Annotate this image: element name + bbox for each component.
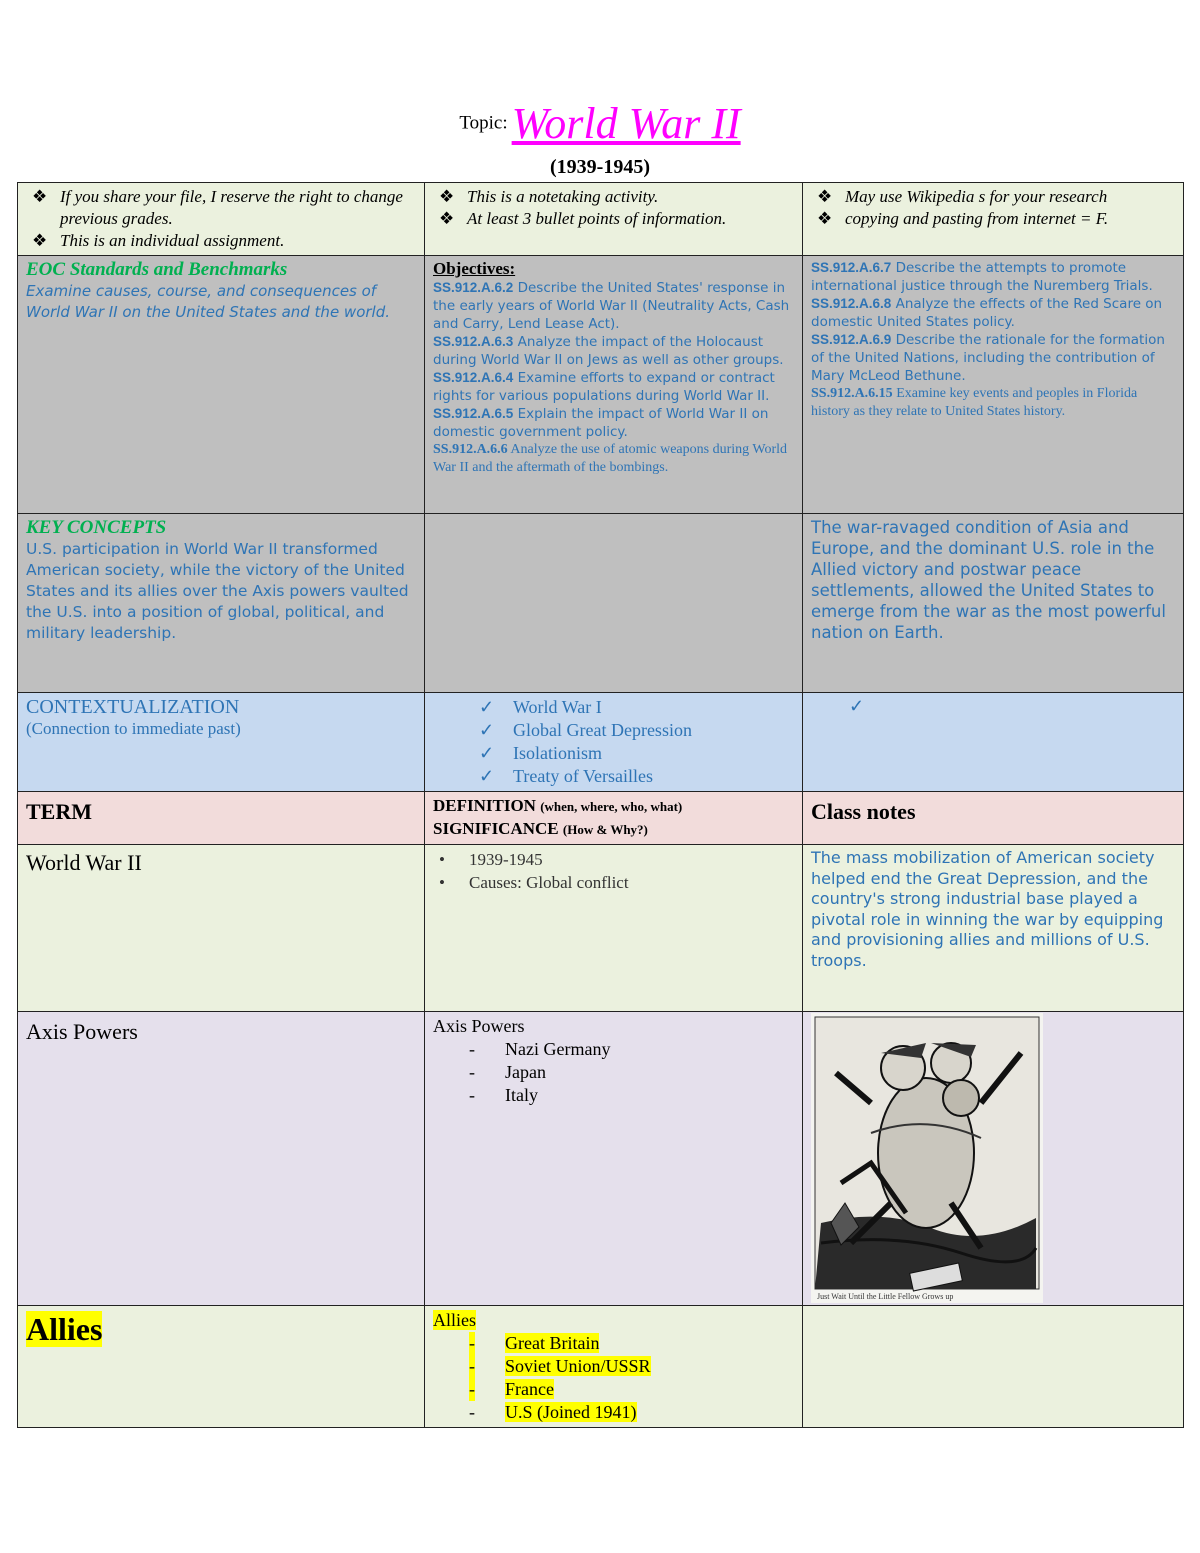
instructions-col1	[18, 183, 425, 256]
context-item: ✓ Global Great Depression	[479, 720, 692, 740]
notes-cell	[803, 1306, 1184, 1428]
diamond-bullet-icon: ❖	[439, 209, 455, 228]
dash-bullet-icon: -	[469, 1062, 475, 1082]
diamond-bullet-icon: ❖	[32, 187, 48, 206]
checkmark-icon: ✓	[479, 766, 495, 786]
key-concepts-row	[18, 514, 1184, 693]
standard-item: SS.912.A.6.5 Explain the impact of World War II on domestic government policy.	[433, 406, 769, 440]
term-name: World War II	[26, 850, 142, 875]
key-concepts-empty-cell	[425, 514, 803, 693]
instructions-row	[18, 183, 1184, 256]
contextualization-row	[18, 693, 1184, 792]
eoc-cell	[18, 256, 425, 514]
standards-row	[18, 256, 1184, 514]
term-name: Allies	[26, 1311, 103, 1347]
standard-item: SS.912.A.6.8 Analyze the effects of the Red Scare on domestic United States policy.	[811, 296, 1163, 330]
cartoon-caption: Just Wait Until the Little Fellow Grows up	[817, 1292, 954, 1301]
instruction-item: ❖ This is an individual assignment.	[32, 231, 285, 250]
term-cell	[18, 845, 425, 1012]
contextualization-col3-cell	[803, 693, 1184, 792]
topic-title: World War II	[511, 99, 741, 148]
years-range: (1939-1945)	[550, 156, 650, 178]
term-header-cell	[18, 792, 425, 845]
list-item: - Nazi Germany	[469, 1039, 611, 1059]
key-concepts-text: U.S. participation in World War II transformed American society, while the victory of the United States and its allies over the Axis powers vaulted the U.S. into a position of global, political, and military leadership.	[26, 540, 409, 642]
list-item: • 1939-1945	[439, 850, 543, 869]
dash-bullet-icon: -	[469, 1085, 475, 1105]
context-item: ✓ Isolationism	[479, 743, 602, 763]
instruction-item: ❖ At least 3 bullet points of information.	[439, 209, 727, 228]
instruction-item: ❖ copying and pasting from internet = F.	[817, 209, 1109, 228]
page-header	[0, 98, 1200, 149]
instruction-item: ❖ This is a notetaking activity.	[439, 187, 659, 206]
checkmark-icon: ✓	[479, 720, 495, 740]
list-item: - Soviet Union/USSR	[469, 1356, 651, 1376]
term-row-allies	[18, 1306, 1184, 1428]
key-concepts-heading: KEY CONCEPTS	[26, 517, 167, 538]
objectives-heading: Objectives:	[433, 259, 516, 278]
contextualization-cell	[18, 693, 425, 792]
key-concepts-cell	[18, 514, 425, 693]
context-item: ✓ Treaty of Versailles	[479, 766, 653, 786]
list-item: - Great Britain	[469, 1333, 600, 1353]
instructions-col2	[425, 183, 803, 256]
standard-item: SS.912.A.6.2 Describe the United States' response in the early years of World War II (Neutrality Acts, Cash and Carry, Lend Lease Act).	[433, 280, 790, 332]
definition-header: DEFINITION (when, where, who, what)	[433, 796, 683, 815]
dash-bullet-icon: -	[469, 1333, 475, 1353]
instructions-col3	[803, 183, 1184, 256]
axis-cartoon-image	[811, 1013, 1043, 1303]
checkmark-icon: ✓	[849, 696, 865, 716]
standard-item: SS.912.A.6.3 Analyze the impact of the Holocaust during World War II on Jews as well as other groups.	[433, 334, 784, 368]
class-notes-text: The mass mobilization of American society helped end the Great Depression, and the country's strong industrial base played a pivotal role in winning the war by equipping and provisioning allies and millions of U.S. troops.	[811, 848, 1164, 970]
list-item: - Italy	[469, 1085, 538, 1105]
standard-item: SS.912.A.6.4 Examine efforts to expand or contract rights for various populations during World War II.	[433, 370, 775, 404]
checkmark-icon: ✓	[479, 743, 495, 763]
eoc-text: Examine causes, course, and consequences of World War II on the United States and the world.	[26, 282, 391, 321]
diamond-bullet-icon: ❖	[817, 209, 833, 228]
notes-table	[17, 182, 1184, 1428]
standard-item: SS.912.A.6.7 Describe the attempts to promote international justice through the Nuremberg Trials.	[811, 260, 1153, 294]
dash-bullet-icon: -	[469, 1402, 475, 1422]
significance-header: SIGNIFICANCE (How & Why?)	[433, 819, 648, 838]
definition-header-cell	[425, 792, 803, 845]
contextualization-list-cell	[425, 693, 803, 792]
dash-bullet-icon: -	[469, 1356, 475, 1376]
dash-bullet-icon: -	[469, 1039, 475, 1059]
instruction-item: ❖ May use Wikipedia s for your research	[817, 187, 1108, 206]
definition-cell	[425, 845, 803, 1012]
notes-cell	[803, 845, 1184, 1012]
list-item: - U.S (Joined 1941)	[469, 1402, 637, 1422]
term-name: Axis Powers	[26, 1019, 138, 1044]
definition-cell	[425, 1012, 803, 1306]
objectives-cell	[425, 256, 803, 514]
definition-heading: Allies	[433, 1310, 476, 1330]
key-concepts-cell-col3	[803, 514, 1184, 693]
bullet-icon: •	[439, 850, 445, 869]
term-name-wrap	[26, 1309, 416, 1348]
standard-item: SS.912.A.6.6 Analyze the use of atomic weapons during World War II and the aftermath of the bombings.	[433, 442, 788, 475]
context-item: ✓ World War I	[479, 697, 602, 717]
definition-heading: Axis Powers	[433, 1016, 525, 1036]
notes-header: Class notes	[811, 799, 916, 824]
list-item: - France	[469, 1379, 554, 1399]
standard-item: SS.912.A.6.15 Examine key events and peoples in Florida history as they relate to United States history.	[811, 386, 1138, 419]
list-item: • Causes: Global conflict	[439, 873, 629, 892]
diamond-bullet-icon: ❖	[439, 187, 455, 206]
key-concepts-text-col3: The war-ravaged condition of Asia and Europe, and the dominant U.S. role in the Allied victory and postwar peace settlements, allowed the United States to emerge from the war as the most powerful nation on Earth.	[811, 518, 1166, 642]
instruction-item: ❖ If you share your file, I reserve the right to change previous grades.	[32, 187, 403, 228]
eoc-heading: EOC Standards and Benchmarks	[26, 259, 288, 280]
objectives-cell-col3	[803, 256, 1184, 514]
column-header-row	[18, 792, 1184, 845]
notes-header-cell	[803, 792, 1184, 845]
bullet-icon: •	[439, 873, 445, 892]
standard-item: SS.912.A.6.9 Describe the rationale for the formation of the United Nations, including the contribution of Mary McLeod Bethune.	[811, 332, 1165, 384]
checkmark-icon: ✓	[479, 697, 495, 717]
contextualization-heading: CONTEXTUALIZATION	[26, 696, 240, 718]
topic-label: Topic:	[459, 112, 508, 134]
term-row-axis	[18, 1012, 1184, 1306]
term-cell	[18, 1012, 425, 1306]
diamond-bullet-icon: ❖	[32, 231, 48, 250]
dash-bullet-icon: -	[469, 1379, 475, 1399]
term-header: TERM	[26, 799, 92, 824]
notes-cell	[803, 1012, 1184, 1306]
diamond-bullet-icon: ❖	[817, 187, 833, 206]
term-cell	[18, 1306, 425, 1428]
list-item: - Japan	[469, 1062, 546, 1082]
contextualization-sub: (Connection to immediate past)	[26, 719, 241, 738]
term-row-ww2	[18, 845, 1184, 1012]
definition-cell	[425, 1306, 803, 1428]
